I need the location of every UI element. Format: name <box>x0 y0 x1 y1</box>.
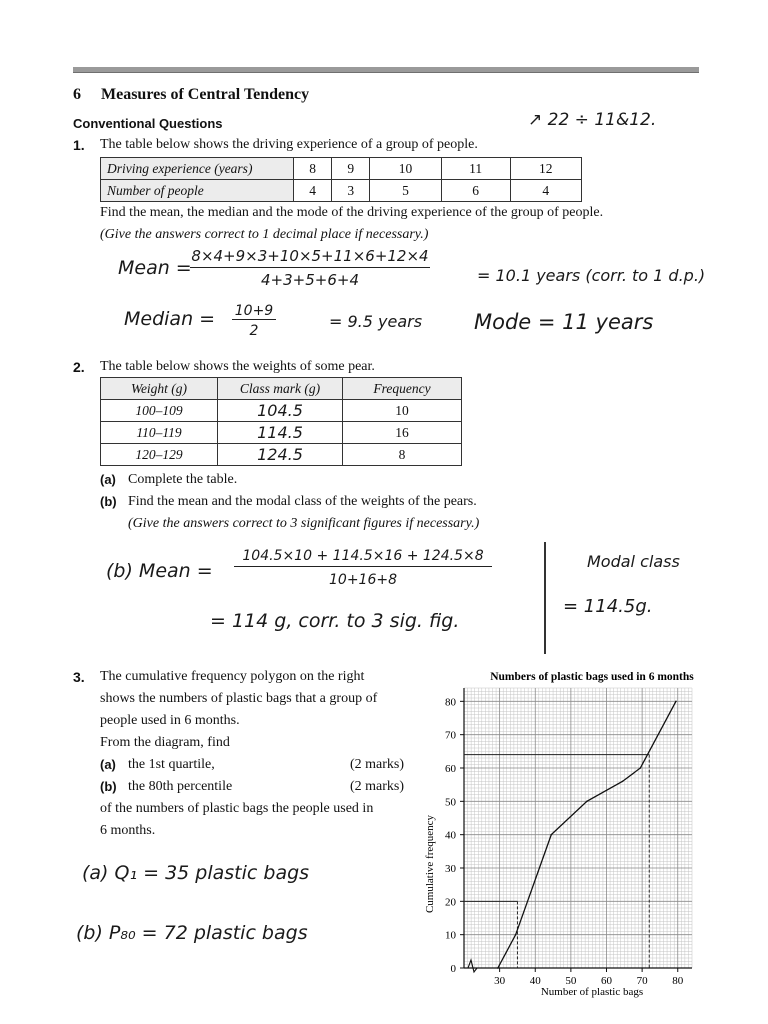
q1-mode: Mode = 11 years <box>474 310 654 334</box>
q2-cell-frequency: 8 <box>343 444 462 466</box>
q2-part-a: Complete the table. <box>128 472 238 487</box>
x-tick-label: 70 <box>636 975 648 987</box>
data-point <box>497 967 499 969</box>
q2-modal-value: = 114.5g. <box>563 596 653 617</box>
chapter-title: Measures of Central Tendency <box>101 86 310 103</box>
q1-cell: 6 <box>441 180 510 202</box>
q2-cell-classmark: 104.5 <box>218 400 343 422</box>
q2-header-frequency: Frequency <box>343 378 462 400</box>
cumulative-frequency-chart <box>418 664 708 1004</box>
x-tick-label: 30 <box>494 975 506 987</box>
section-title: Conventional Questions <box>73 116 223 131</box>
q1-cell: 4 <box>294 180 332 202</box>
q1-cell: 4 <box>510 180 581 202</box>
y-tick-labels <box>445 696 464 975</box>
q3-part-b: the 80th percentile <box>128 779 233 794</box>
q3-stem-line: The cumulative frequency polygon on the right <box>100 669 365 684</box>
chapter-number: 6 <box>73 86 81 103</box>
q2-modal-label: Modal class <box>587 552 680 571</box>
q1-cell: 8 <box>294 158 332 180</box>
q3-part-b-label: (b) <box>100 779 117 794</box>
q1-hint: (Give the answers correct to 1 decimal place if necessary.) <box>100 227 429 242</box>
q3-part-a: the 1st quartile, <box>128 757 215 772</box>
q1-task: Find the mean, the median and the mode of the driving experience of the group of people. <box>100 205 604 220</box>
q1-mean-label: Mean = <box>118 257 192 279</box>
q2-cell-weight: 120–129 <box>101 444 218 466</box>
q2-cell-classmark: 114.5 <box>218 422 343 444</box>
q1-median-numerator: 10+9 <box>232 303 276 320</box>
q2-hint: (Give the answers correct to 3 significant figures if necessary.) <box>128 516 480 531</box>
table-row <box>101 158 582 180</box>
q3-stem-line: From the diagram, find <box>100 735 230 750</box>
q3-stem-line: people used in 6 months. <box>100 713 240 728</box>
table-row <box>101 444 462 466</box>
x-tick-label: 40 <box>529 975 541 987</box>
y-tick-label: 0 <box>450 963 456 975</box>
chart-title: Numbers of plastic bags used in 6 months <box>490 671 694 683</box>
q3-closing-line: 6 months. <box>100 823 156 838</box>
q2-number: 2. <box>73 359 85 375</box>
q2-header-classmark: Class mark (g) <box>218 378 343 400</box>
y-tick-label: 10 <box>445 929 456 942</box>
q2-table <box>100 377 462 466</box>
q2-cell-weight: 110–119 <box>101 422 218 444</box>
q2-mean-numerator: 104.5×10 + 114.5×16 + 124.5×8 <box>234 548 492 567</box>
x-tick-labels <box>494 968 684 987</box>
x-axis-label: Number of plastic bags <box>540 986 644 998</box>
y-tick-label: 80 <box>445 696 456 709</box>
q1-row2-label: Number of people <box>101 180 294 202</box>
y-tick-label: 60 <box>445 763 456 775</box>
data-point <box>515 934 517 936</box>
q2-header-weight: Weight (g) <box>101 378 218 400</box>
q2-cell-classmark: 124.5 <box>218 444 343 466</box>
y-axis-label: Cumulative frequency <box>424 814 436 914</box>
q3-closing-line: of the numbers of plastic bags the people used in <box>100 801 374 816</box>
q1-cell: 3 <box>332 180 370 202</box>
q1-cell: 12 <box>510 158 581 180</box>
q2-cell-frequency: 10 <box>343 400 462 422</box>
q2-part-a-label: (a) <box>100 472 116 487</box>
header-rule <box>73 67 699 73</box>
q1-mean-numerator: 8×4+9×3+10×5+11×6+12×4 <box>190 247 430 268</box>
data-point <box>640 767 642 769</box>
q3-stem-line: shows the numbers of plastic bags that a group of <box>100 691 378 706</box>
q1-median-label: Median = <box>124 308 216 330</box>
y-tick-label: 20 <box>445 896 456 909</box>
table-row <box>101 378 462 400</box>
q2-cell-frequency: 16 <box>343 422 462 444</box>
grid-minor <box>464 688 692 968</box>
chapter-heading <box>73 86 309 104</box>
y-tick-label: 30 <box>445 863 456 875</box>
q1-cell: 5 <box>370 180 441 202</box>
q2-cell-weight: 100–109 <box>101 400 218 422</box>
q1-row1-label: Driving experience (years) <box>101 158 294 180</box>
data-point <box>550 834 552 836</box>
q1-cell: 10 <box>370 158 441 180</box>
q2-mean-denominator: 10+16+8 <box>329 572 397 588</box>
q1-cell: 11 <box>441 158 510 180</box>
data-point <box>586 801 588 803</box>
x-tick-label: 60 <box>601 975 612 987</box>
x-tick-label: 80 <box>672 975 684 987</box>
q1-table <box>100 157 582 202</box>
q3-answer-a: (a) Q₁ = 35 plastic bags <box>82 862 310 884</box>
q3-part-a-label: (a) <box>100 757 116 772</box>
axis-break-mark <box>464 960 477 972</box>
q1-mean-denominator: 4+3+5+6+4 <box>261 271 359 289</box>
data-point <box>622 781 624 783</box>
table-row <box>101 422 462 444</box>
x-tick-label: 50 <box>565 975 577 987</box>
q1-median-denominator: 2 <box>249 323 259 339</box>
q1-median-result: = 9.5 years <box>329 312 423 331</box>
q2-part-b: Find the mean and the modal class of the weights of the pears. <box>128 494 477 509</box>
table-row <box>101 400 462 422</box>
q1-mean-result: = 10.1 years (corr. to 1 d.p.) <box>477 266 706 285</box>
y-tick-label: 40 <box>445 829 456 842</box>
q1-cell: 9 <box>332 158 370 180</box>
data-point <box>675 701 677 703</box>
q3-part-a-marks: (2 marks) <box>350 757 405 772</box>
q3-part-b-marks: (2 marks) <box>350 779 405 794</box>
q1-stem: The table below shows the driving experience of a group of people. <box>100 137 478 152</box>
y-tick-label: 70 <box>445 729 456 742</box>
q3-number: 3. <box>73 669 85 685</box>
q3-answer-b: (b) P₈₀ = 72 plastic bags <box>76 922 308 944</box>
q2-stem: The table below shows the weights of some pear. <box>100 359 375 374</box>
q1-side-note: ↗ 22 ÷ 11&12. <box>528 110 657 130</box>
q2-mean-result: = 114 g, corr. to 3 sig. fig. <box>210 610 460 632</box>
table-row <box>101 180 582 202</box>
q1-number: 1. <box>73 137 85 153</box>
q2-part-b-label: (b) <box>100 494 117 509</box>
q2-divider <box>544 542 546 654</box>
q2-mean-label: (b) Mean = <box>106 560 213 582</box>
y-tick-label: 50 <box>445 796 456 809</box>
